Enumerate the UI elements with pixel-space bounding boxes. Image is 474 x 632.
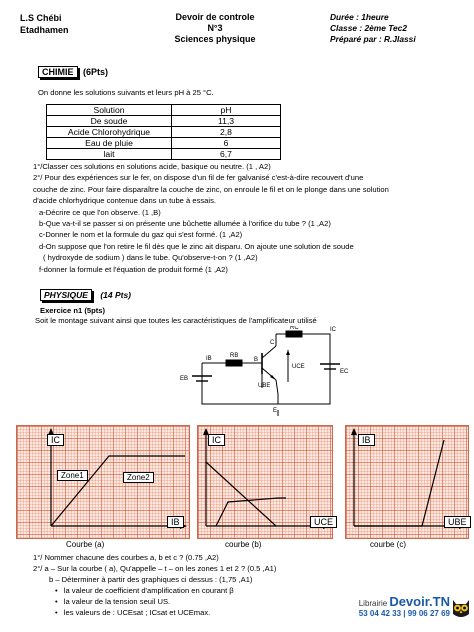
bullet-3-text: les valeurs de : UCEsat ; ICsat et UCEmax. (63, 608, 211, 617)
table-cell: 6,7 (172, 149, 281, 160)
transistor-circuit (180, 326, 350, 416)
class-label: Classe : (330, 23, 365, 33)
chimie-q1: 1°/Classer ces solutions en solutions acide, basique ou neutre. (1 , A2) (33, 162, 271, 171)
ph-table (46, 104, 281, 160)
table-cell: 6 (172, 138, 281, 149)
chimie-tag: CHIMIE (38, 66, 78, 78)
prepared-value: R.Jlassi (384, 34, 416, 44)
chimie-heading (38, 67, 108, 77)
table-row (47, 116, 281, 127)
graph-c (345, 425, 469, 539)
duration-value: 1heure (361, 12, 389, 22)
bullet-item: • la valeur de la tension seuil US. (55, 597, 171, 606)
table-header-row (47, 105, 281, 116)
bullet-1-text: la valeur de coefficient d'amplification en courant β (63, 586, 234, 595)
bullet-item: • les valeurs de : UCEsat ; ICsat et UCEmax. (55, 608, 211, 617)
graph-b-caption: courbe (b) (225, 540, 262, 549)
chimie-questions (33, 161, 473, 275)
label-c: C (270, 340, 275, 346)
table-cell: 11,3 (172, 116, 281, 127)
table-header-cell: pH (172, 105, 281, 116)
school-line-1: L.S Chébi (20, 13, 62, 23)
graph-a-caption: Courbe (a) (66, 540, 105, 549)
physique-questions (33, 552, 276, 618)
table-row (47, 138, 281, 149)
chimie-points: (6Pts) (83, 67, 109, 77)
graph-a-plot (17, 426, 189, 538)
table-cell: lait (47, 149, 172, 160)
label-b: B (254, 357, 259, 363)
chimie-qb: b-Que va-t-il se passer si on présente une bûchette allumée à l'orifice du tube ? (1 ,A2) (39, 219, 331, 229)
zone1-label: Zone1 (57, 470, 88, 481)
exam-title-line-3: Sciences physique (174, 34, 256, 44)
class-value: 2ème Tec2 (364, 23, 407, 33)
graph-a-y-label: IC (47, 434, 64, 446)
exam-title-line-2: N°3 (207, 23, 223, 33)
graph-b (197, 425, 333, 539)
label-ic: IC (330, 327, 336, 333)
graph-c-x-label: UBE (444, 516, 471, 528)
table-row (47, 149, 281, 160)
brand-phones: 53 04 42 33 | 99 06 27 69 (358, 609, 450, 618)
exam-title-line-1: Devoir de controle (175, 12, 255, 22)
graph-c-y-label: IB (358, 434, 375, 446)
label-ube: UBE (258, 383, 271, 389)
exercise-title: Exercice n1 (5pts) (40, 306, 105, 315)
label-rb: RB (230, 353, 239, 359)
label-eb: EB (180, 376, 189, 382)
physique-tag: PHYSIQUE (40, 289, 92, 301)
physique-heading (40, 290, 131, 300)
label-ec: EC (340, 369, 349, 375)
school-name (20, 12, 69, 36)
brand-prefix: Librairie (358, 599, 388, 608)
graph-a (16, 425, 190, 539)
chimie-qd-line-2: ( hydroxyde de sodium ) dans le tube. Qu'observe-t-on ? (1 ,A2) (43, 253, 258, 263)
physique-intro: Soit le montage suivant ainsi que toutes les caractéristiques de l'amplificateur utilisé (35, 316, 317, 325)
graph-b-x-label: UCE (310, 516, 337, 528)
table-cell: Acide Chlorohydrique (47, 127, 172, 138)
exam-info (330, 12, 416, 45)
physique-q2b: b – Déterminer à partir des graphiques ci dessus : (1,75 ,A1) (49, 575, 253, 584)
chimie-qc: c-Donner le nom et la formule du gaz qui s'est formé. (1 ,A2) (39, 230, 243, 240)
school-line-2: Etadhamen (20, 25, 69, 35)
chimie-q2-line-1: 2°/ Pour des expériences sur le fer, on dispose d'un fil de fer galvanisé c'est-à-dire recouvert d'une (33, 173, 364, 183)
table-row (47, 127, 281, 138)
bullet-item: • la valeur de coefficient d'amplification en courant β (55, 586, 234, 595)
graph-c-caption: courbe (c) (370, 540, 407, 549)
prepared-label: Préparé par : (330, 34, 384, 44)
physique-q1: 1°/ Nommer chacune des courbes a, b et c ? (0.75 ,A2) (33, 553, 219, 562)
label-uce: UCE (292, 364, 305, 370)
physique-q2: 2°/ a – Sur la courbe ( a), Qu'appelle – t – on les zones 1 et 2 ? (0.5 ,A1) (33, 564, 277, 573)
chimie-q2-line-2: couche de zinc. Pour faire disparaître la couche de zinc, on enroule le fil et on le plonge dans une solution (33, 184, 389, 194)
chimie-qa: a-Décrire ce que l'on observe. (1 ,B) (39, 207, 161, 217)
table-header-cell: Solution (47, 105, 172, 116)
label-rc: RC (290, 326, 299, 331)
chimie-q2-line-3: d'acide chlorhydrique contenue dans un tube à essais. (33, 196, 216, 206)
exam-title (150, 12, 280, 45)
footer-brand (328, 594, 450, 618)
graph-b-y-label: IC (208, 434, 225, 446)
bullet-2-text: la valeur de la tension seuil US. (63, 597, 171, 606)
chimie-qd-line-1: d-On suppose que l'on retire le fil dès que le zinc ait disparu. On ajoute une solution de soude (39, 241, 354, 251)
label-ib: IB (206, 356, 212, 362)
chimie-qf: f-donner la formule et l'équation de produit formé (1 ,A2) (39, 264, 228, 274)
duration-label: Durée : (330, 12, 362, 22)
brand-name: Devoir.TN (389, 594, 450, 609)
physique-points: (14 Pts) (100, 290, 132, 300)
table-cell: 2,8 (172, 127, 281, 138)
graph-a-x-label: IB (167, 516, 184, 528)
table-cell: Eau de pluie (47, 138, 172, 149)
zone2-label: Zone2 (123, 472, 154, 483)
label-e: E (273, 408, 278, 414)
owl-icon (450, 596, 472, 620)
chimie-intro: On donne les solutions suivants et leurs pH à 25 °C. (38, 88, 214, 97)
table-cell: De soude (47, 116, 172, 127)
